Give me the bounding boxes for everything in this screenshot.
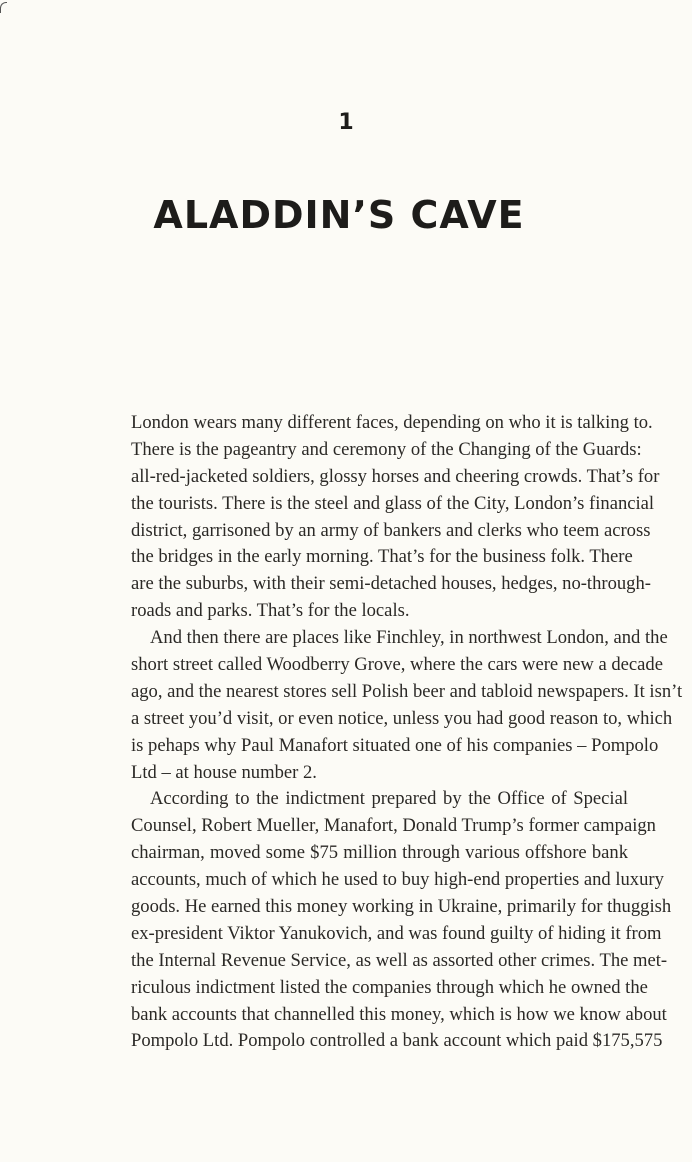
chapter-number: 1 — [338, 110, 354, 135]
scan-mark — [0, 2, 7, 13]
text-line: accounts, much of which he used to buy high-end properties and luxury — [131, 869, 664, 891]
text-line: London wears many different faces, depending on who it is talking to. — [131, 412, 653, 433]
text-line: roads and parks. That’s for the locals. — [131, 600, 410, 622]
text-line: is pehaps why Paul Manafort situated one of his companies – Pompolo — [131, 734, 659, 756]
text-line: bank accounts that channelled this money, which is how we know about — [131, 1003, 667, 1025]
text-line: riculous indictment listed the companies through which he owned the — [131, 976, 648, 998]
text-line: district, garrisoned by an army of bankers and clerks who teem across — [131, 519, 651, 541]
text-line: all-red-jacketed soldiers, glossy horses and cheering crowds. That’s for — [131, 465, 660, 487]
text-line: the Internal Revenue Service, as well as assorted other crimes. The met- — [131, 949, 668, 971]
text-line: Counsel, Robert Mueller, Manafort, Donald Trump’s former campaign — [131, 815, 656, 837]
text-line: the bridges in the early morning. That’s for the business folk. There — [131, 546, 633, 568]
text-line: Ltd – at house number 2. — [131, 761, 317, 783]
text-line: ago, and the nearest stores sell Polish beer and tabloid newspapers. It isn’t — [131, 680, 683, 702]
text-line: chairman, moved some $75 million through various offshore bank — [131, 842, 628, 864]
text-line: a street you’d visit, or even notice, unless you had good reason to, which — [131, 707, 673, 729]
text-line: There is the pageantry and ceremony of the Changing of the Guards: — [131, 438, 642, 460]
text-line: short street called Woodberry Grove, where the cars were new a decade — [131, 654, 663, 676]
text-line: goods. He earned this money working in Ukraine, primarily for thuggish — [131, 896, 672, 918]
text-line: According to the indictment prepared by the Office of Special — [150, 788, 628, 810]
text-line: Pompolo Ltd. Pompolo controlled a bank account which paid $175,575 — [131, 1030, 663, 1052]
text-line: the tourists. There is the steel and glass of the City, London’s financial — [131, 492, 655, 514]
text-line: And then there are places like Finchley, in northwest London, and the — [150, 627, 668, 649]
text-line: ex-president Viktor Yanukovich, and was found guilty of hiding it from — [131, 922, 662, 944]
chapter-title: ALADDIN’S CAVE — [153, 193, 525, 237]
chapter-body — [131, 410, 683, 1055]
text-line: are the suburbs, with their semi-detached houses, hedges, no-through- — [131, 573, 651, 595]
